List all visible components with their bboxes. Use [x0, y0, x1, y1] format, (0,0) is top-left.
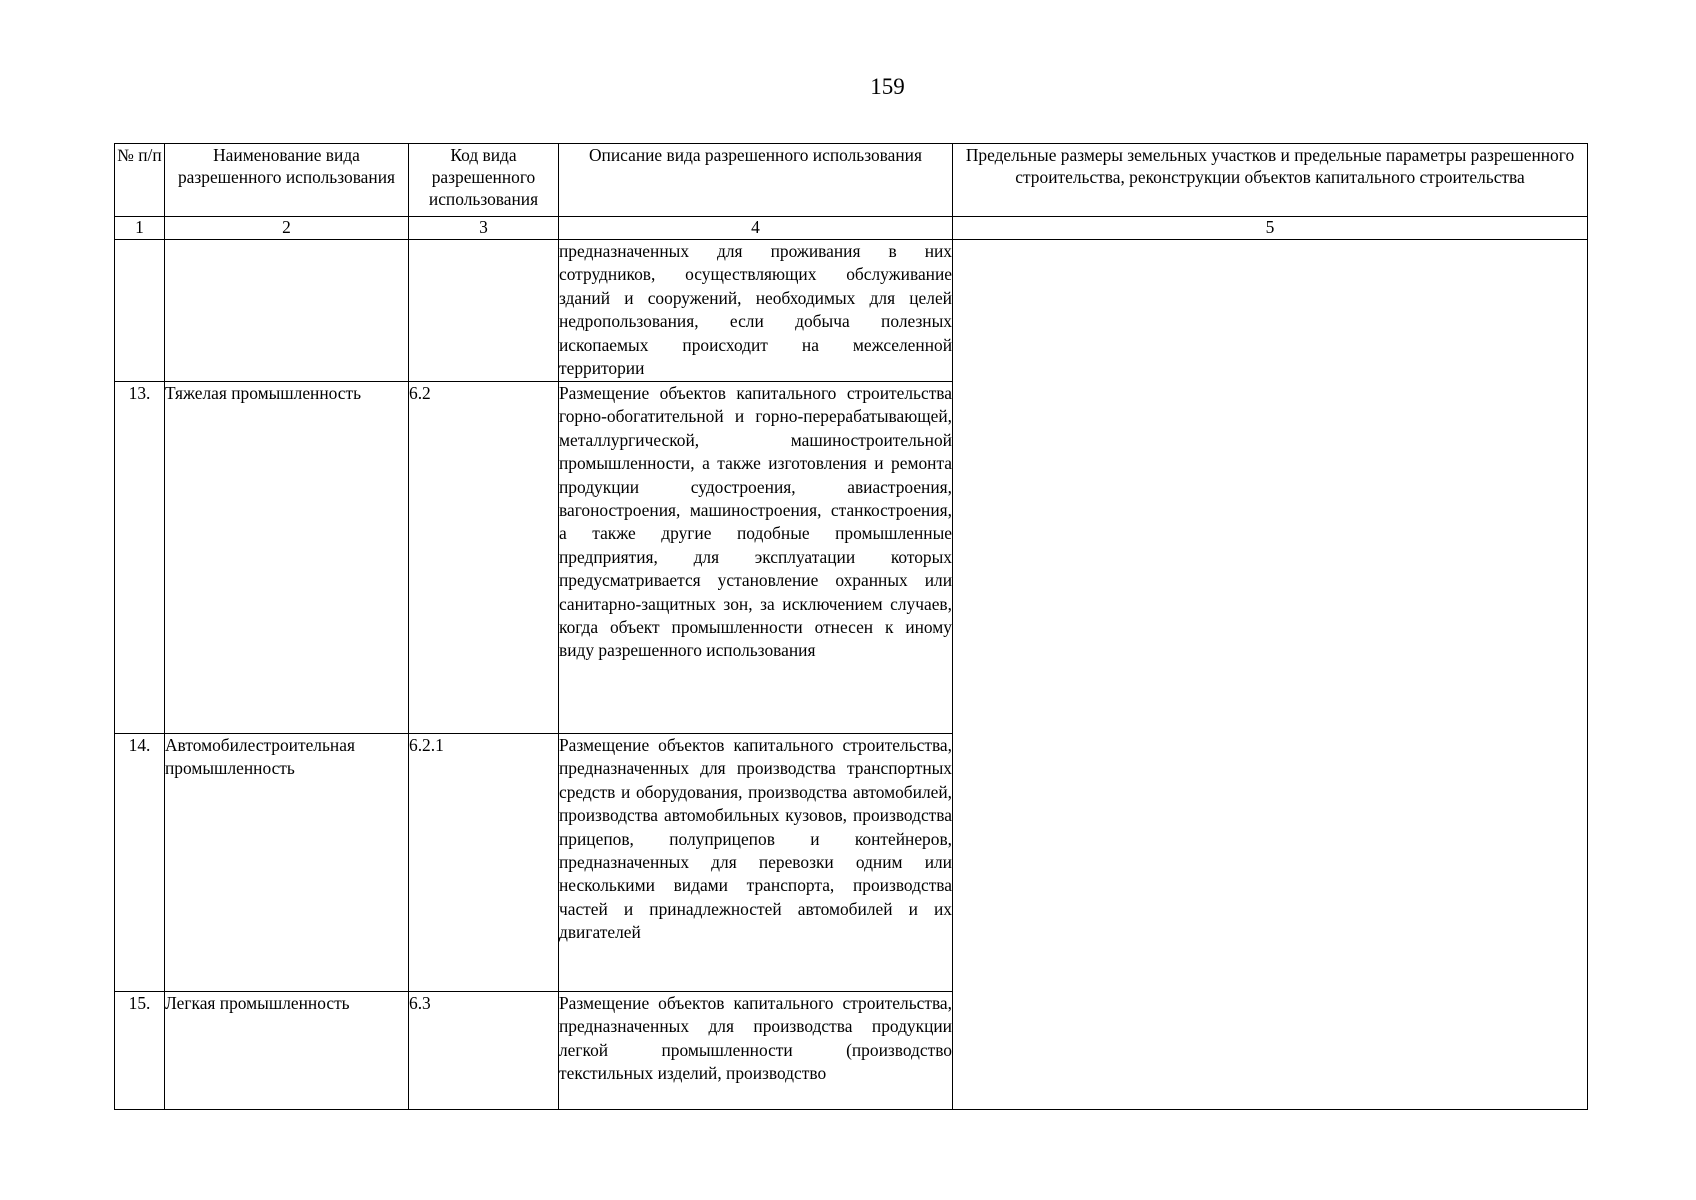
row-number: 13.	[115, 382, 165, 734]
use-code: 6.2	[409, 382, 559, 734]
column-number: 2	[165, 217, 409, 240]
column-number: 1	[115, 217, 165, 240]
use-name: Легкая промышленность	[165, 992, 409, 1110]
row-number	[115, 240, 165, 382]
column-number: 5	[953, 217, 1588, 240]
use-code: 6.2.1	[409, 734, 559, 992]
use-description: Размещение объектов капитального строительства горно-обогатительной и горно-перерабатывающей, металлургической, машиностроительной промышленности, а также изготовления и ремонта продукции судостроения, авиастроения, вагоностроения, машиностроения, станкостроения, а также другие подобные промышленные предприятия, для эксплуатации которых предусматривается установление охранных или санитарно-защитных зон, за исключением случаев, когда объект промышленности отнесен к иному виду разрешенного использования	[559, 382, 953, 734]
header-use-code: Код вида разрешенного использования	[409, 144, 559, 217]
header-use-description: Описание вида разрешенного использования	[559, 144, 953, 217]
use-description: Размещение объектов капитального строительства, предназначенных для производства транспортных средств и оборудования, производства автомобилей, производства автомобильных кузовов, производства прицепов, полуприцепов и контейнеров, предназначенных для перевозки одним или несколькими видами транспорта, производства частей и принадлежностей автомобилей и их двигателей	[559, 734, 953, 992]
table-header-row	[115, 144, 1588, 217]
header-limits: Предельные размеры земельных участков и предельные параметры разрешенного строительства, реконструкции объектов капитального строительства	[953, 144, 1588, 217]
use-description: Размещение объектов капитального строительства, предназначенных для производства продукции легкой промышленности (производство текстильных изделий, производство	[559, 992, 953, 1110]
permitted-use-table	[114, 143, 1588, 1110]
page-number: 159	[870, 74, 905, 99]
column-number: 4	[559, 217, 953, 240]
use-code	[409, 240, 559, 382]
row-number: 14.	[115, 734, 165, 992]
table-row-continuation	[115, 240, 1588, 382]
column-number-row	[115, 217, 1588, 240]
row-number: 15.	[115, 992, 165, 1110]
column-number: 3	[409, 217, 559, 240]
use-code: 6.3	[409, 992, 559, 1110]
use-name: Автомобилестроительная промышленность	[165, 734, 409, 992]
header-number: № п/п	[115, 144, 165, 217]
use-name	[165, 240, 409, 382]
limits-cell	[953, 240, 1588, 1110]
use-name: Тяжелая промышленность	[165, 382, 409, 734]
header-use-name: Наименование вида разрешенного использования	[165, 144, 409, 217]
use-description: предназначенных для проживания в них сотрудников, осуществляющих обслуживание зданий и сооружений, необходимых для целей недропользования, если добыча полезных ископаемых происходит на межселенной территории	[559, 240, 953, 382]
